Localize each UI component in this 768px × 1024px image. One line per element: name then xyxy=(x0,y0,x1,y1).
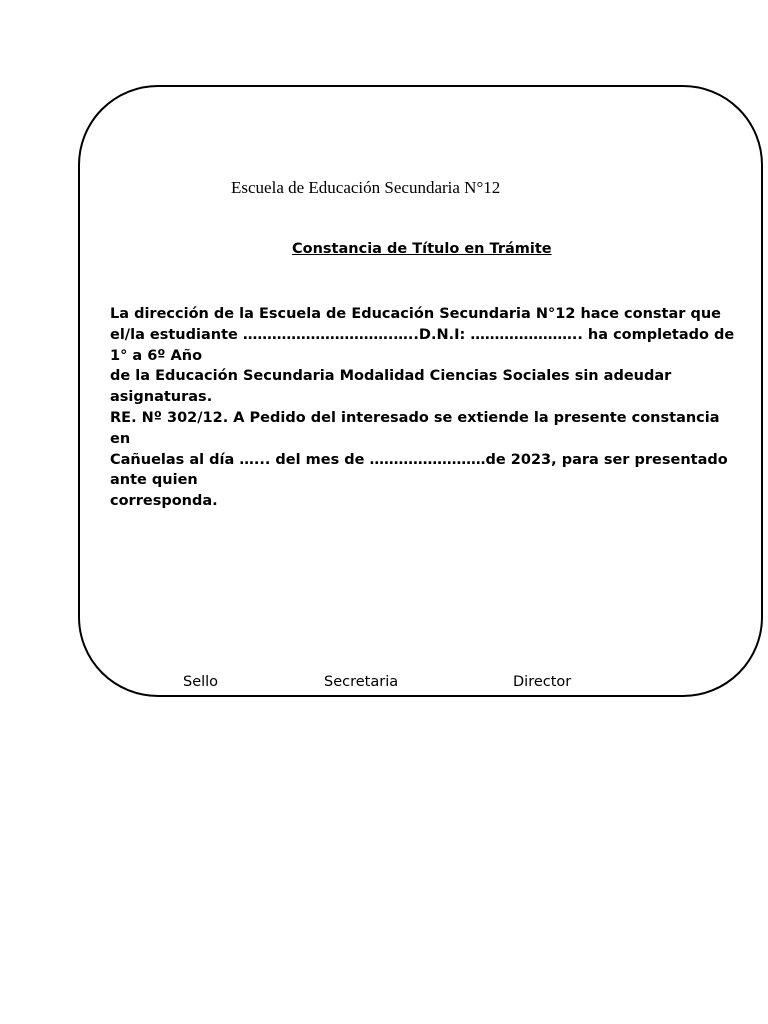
body-line: en xyxy=(110,430,131,447)
body-line: de la Educación Secundaria Modalidad Ciencias Sociales sin adeudar xyxy=(110,368,672,385)
body-line: La dirección de la Escuela de Educación Secundaria N°12 hace constar que xyxy=(110,306,721,322)
body-line: 1° a 6º Año xyxy=(110,347,203,364)
body-line: asignaturas. xyxy=(110,389,213,406)
body-line: corresponda. xyxy=(110,493,218,510)
body-line: ante quien xyxy=(110,472,198,489)
certificate-body xyxy=(110,304,735,512)
signature-secretaria: Secretaria xyxy=(324,674,399,690)
body-line: RE. Nº 302/12. A Pedido del interesado se extiende la presente constancia xyxy=(110,409,720,426)
school-name: Escuela de Educación Secundaria N°12 xyxy=(231,178,501,197)
document-title: Constancia de Título en Trámite xyxy=(292,241,552,257)
body-line: Cañuelas al día …... del mes de ……………………de 2023, para ser presentado xyxy=(110,451,728,468)
signature-director: Director xyxy=(513,674,572,690)
body-line: el/la estudiante ………………………….…..D.N.I: ………………….. ha completado de xyxy=(110,326,735,343)
signature-sello: Sello xyxy=(183,674,219,690)
